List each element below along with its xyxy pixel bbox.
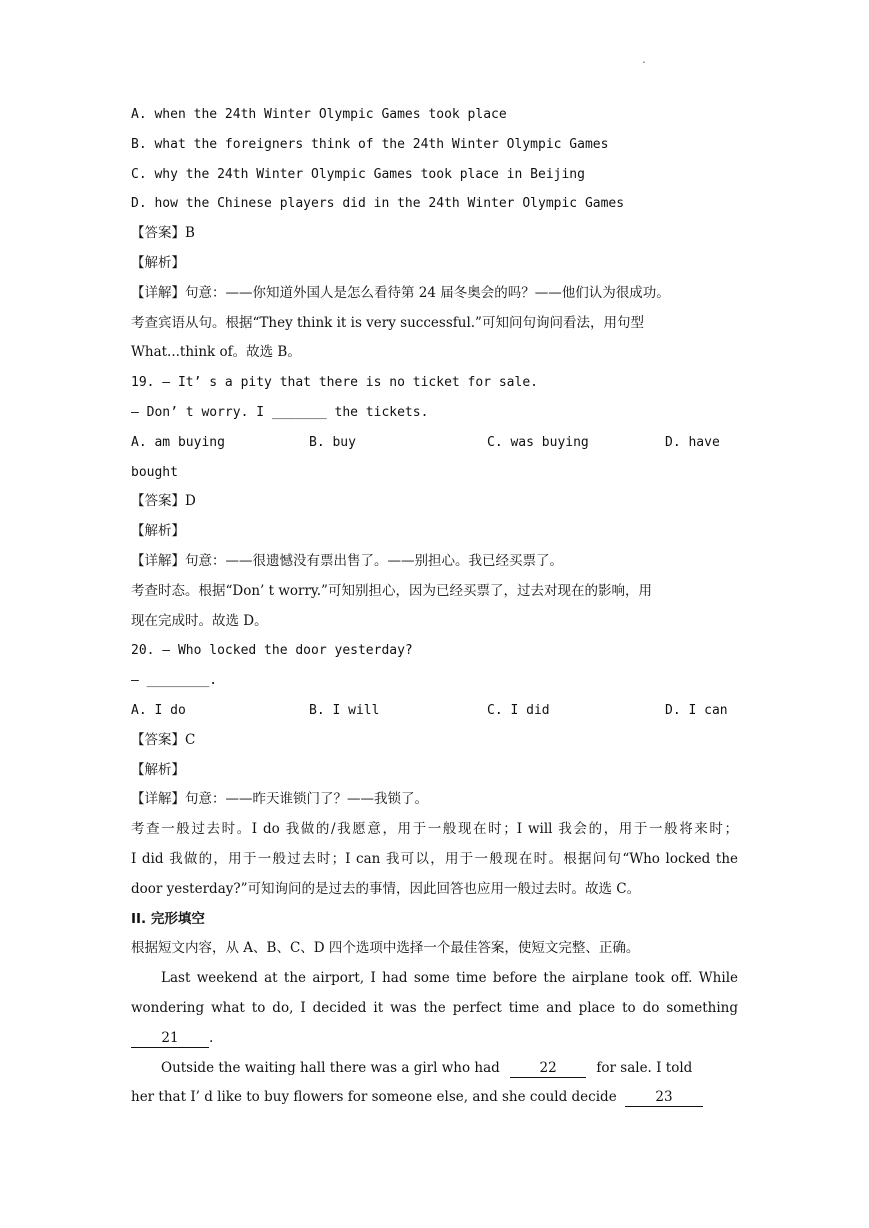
q19-option-a: A. am buying — [131, 434, 225, 450]
q18-option-a: A. when the 24th Winter Olympic Games took place — [131, 107, 507, 122]
page-dot: . — [642, 52, 646, 66]
q19-option-d: D. have — [665, 434, 720, 450]
q18-answer: 【答案】B — [131, 225, 195, 242]
q19-question: 19. — It’ s a pity that there is no ticket for sale. — [131, 375, 538, 391]
q19-option-d-continued: bought — [131, 464, 178, 480]
cloze-paragraph-2-line-2 — [131, 1083, 738, 1113]
q18-option-d: D. how the Chinese players did in the 24th Winter Olympic Games — [131, 196, 625, 212]
q20-analysis-label: 【解析】 — [131, 761, 185, 778]
q20-question: 20. — Who locked the door yesterday? — [131, 643, 413, 659]
blank-21-period: . — [209, 1029, 214, 1046]
q19-analysis-label: 【解析】 — [131, 523, 185, 540]
q20-option-b: B. I will — [309, 702, 380, 718]
blank-23[interactable]: 23 — [625, 1088, 703, 1107]
cloze-p2-text-a: Outside the waiting hall there was a girl who had — [161, 1059, 500, 1076]
blank-21[interactable]: 21 — [131, 1029, 209, 1048]
document-body — [131, 100, 738, 1113]
q19-explanation-1: 考查时态。根据“Don’ t worry.”可知别担心，因为已经买票了，过去对现在的影响，用 — [131, 582, 652, 599]
q20-option-a: A. I do — [131, 702, 186, 718]
q20-answer: 【答案】C — [131, 731, 196, 748]
q18-analysis-label: 【解析】 — [131, 254, 185, 271]
q18-detail: 【详解】句意：——你知道外国人是怎么看待第 24 届冬奥会的吗？——他们认为很成功。 — [131, 284, 670, 301]
section-heading: II. 完形填空 — [131, 910, 205, 927]
q18-explanation-1: 考查宾语从句。根据“They think it is very successful.”可知问句询问看法，用句型 — [131, 314, 644, 331]
cloze-paragraph-1-line-1: Last weekend at the airport, I had some time before the airplane took off. While — [161, 970, 738, 987]
q18-explanation-2: What...think of。故选 B。 — [131, 344, 301, 361]
cloze-paragraph-2-line-1 — [131, 1054, 738, 1084]
q20-explanation-3: door yesterday?”可知询问的是过去的事情，因此回答也应用一般过去时。故选 C。 — [131, 880, 641, 897]
q20-explanation-2: I did 我做的，用于一般过去时；I can 我可以，用于一般现在时。根据问句“Who locked the — [131, 850, 738, 867]
q19-option-b: B. buy — [309, 434, 356, 450]
cloze-paragraph-1-line-3 — [131, 1024, 738, 1054]
cloze-p2-text-b: for sale. I told — [596, 1059, 693, 1076]
q19-option-c: C. was buying — [487, 434, 589, 450]
q19-explanation-2: 现在完成时。故选 D。 — [131, 612, 268, 629]
q20-option-d: D. I can — [665, 702, 728, 718]
blank-22[interactable]: 22 — [510, 1059, 586, 1078]
cloze-paragraph-1-line-2: wondering what to do, I decided it was the perfect time and place to do something — [131, 999, 738, 1016]
q19-response: — Don’ t worry. I _______ the tickets. — [131, 404, 429, 420]
q19-options — [131, 428, 738, 458]
q19-answer: 【答案】D — [131, 493, 196, 510]
q18-option-c: C. why the 24th Winter Olympic Games took place in Beijing — [131, 166, 585, 182]
q20-detail: 【详解】句意：——昨天谁锁门了？——我锁了。 — [131, 791, 428, 808]
q18-option-b: B. what the foreigners think of the 24th Winter Olympic Games — [131, 136, 609, 152]
q20-response: — ________. — [131, 673, 218, 689]
q20-option-c: C. I did — [487, 702, 550, 718]
cloze-instruction: 根据短文内容，从 A、B、C、D 四个选项中选择一个最佳答案，使短文完整、正确。 — [131, 940, 640, 957]
q20-explanation-1: 考查一般过去时。I do 我做的/我愿意，用于一般现在时；I will 我会的，用于一般将来时； — [131, 821, 738, 838]
q20-options — [131, 696, 738, 726]
cloze-p2-text-c: her that I’ d like to buy flowers for someone else, and she could decide — [131, 1089, 617, 1106]
q19-detail: 【详解】句意：——很遗憾没有票出售了。——别担心。我已经买票了。 — [131, 552, 563, 569]
